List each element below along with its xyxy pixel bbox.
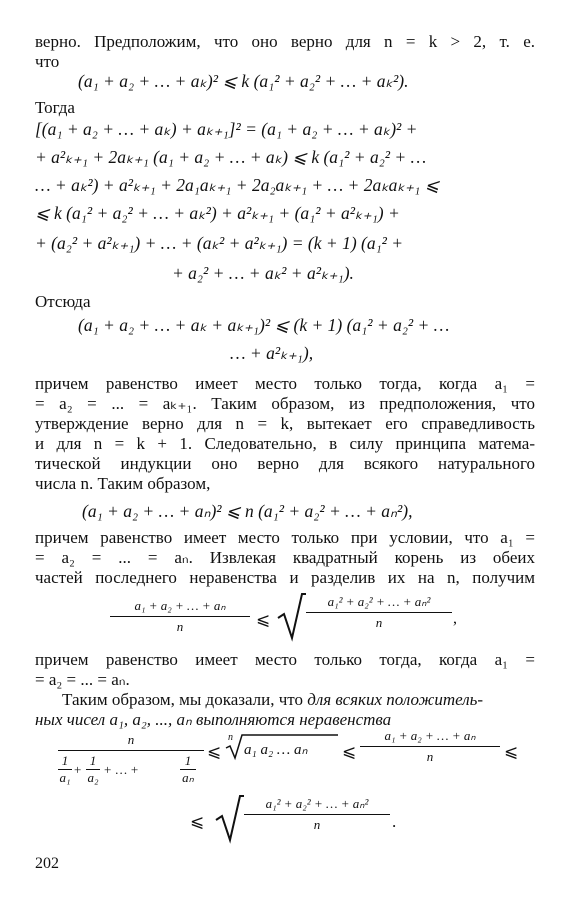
text-line: причем равенство имеет место только при условии, что a₁ = <box>35 528 535 547</box>
text-line: причем равенство имеет место только тогда, когда a₁ = <box>35 374 535 393</box>
sub-numerator: 1 <box>184 753 192 768</box>
text-line: = a₂ = ... = aₙ. Извлекая квадратный корень из обеих <box>35 548 535 567</box>
fraction-numerator: a₁² + a₂² + … + aₙ² <box>265 796 369 811</box>
formula-line: + (a₂² + a²ₖ₊₁) + … + (aₖ² + a²ₖ₊₁) = (k + 1) (a₁² + <box>35 233 404 253</box>
fraction-numerator: a₁ + a₂ + … + aₙ <box>134 598 226 613</box>
formula-line: [(a₁ + a₂ + … + aₖ) + aₖ₊₁]² = (a₁ + a₂ + … + aₖ)² + <box>35 119 418 139</box>
text-line: = a₂ = ... = aₖ₊₁. Таким образом, из предположения, что <box>35 394 535 413</box>
leq-sign: ⩽ <box>256 610 271 629</box>
fraction-bar <box>58 750 204 751</box>
text-line: что <box>35 52 60 71</box>
formula-line: + a₂² + … + aₖ² + a²ₖ₊₁). <box>172 263 354 283</box>
radical-sign-icon <box>276 592 306 642</box>
text-line: тической индукции оно верно для всякого натурального <box>35 454 535 473</box>
formula-line: ⩽ k (a₁² + a₂² + … + aₖ²) + a²ₖ₊₁ + (a₁² + a²ₖ₊₁) + <box>35 203 400 223</box>
root-index: n <box>228 732 233 743</box>
text-line: Отсюда <box>35 292 91 311</box>
text-line: Тогда <box>35 98 75 117</box>
sub-numerator: 1 <box>89 753 97 768</box>
period: . <box>392 812 397 831</box>
fraction-denominator <box>58 753 204 793</box>
fraction-quadratic-mean <box>244 796 390 833</box>
plus-sign: + <box>74 762 82 777</box>
text-line: верно. Предположим, что оно верно для n = k > 2, т. е. <box>35 32 535 51</box>
text-line: причем равенство имеет место только тогда, когда a₁ = <box>35 650 535 669</box>
formula-line: (a₁ + a₂ + … + aₖ + aₖ₊₁)² ⩽ (k + 1) (a₁² + a₂² + … <box>78 315 450 335</box>
radical-sign-icon <box>214 794 244 844</box>
ellipsis-sum: + … + <box>104 762 139 777</box>
leq-sign: ⩽ <box>207 742 222 761</box>
text-line: числа n. Таким образом, <box>35 474 211 493</box>
fraction-bar <box>244 814 390 815</box>
fraction-arithmetic-mean <box>360 728 500 765</box>
leq-sign: ⩽ <box>190 812 205 831</box>
text-line: частей последнего неравенства и разделив их на n, получим <box>35 568 535 587</box>
fraction-denominator: n <box>313 817 321 832</box>
formula-line: (a₁ + a₂ + … + aₖ)² ⩽ k (a₁² + a₂² + … + aₖ²). <box>78 71 409 91</box>
fraction-mean <box>110 598 250 635</box>
sub-denominator: aₙ <box>182 770 194 785</box>
leq-sign: ⩽ <box>504 742 519 761</box>
sub-denominator: a₂ <box>87 770 99 785</box>
sub-fraction <box>180 753 196 786</box>
harmonic-mean-fraction <box>58 732 204 793</box>
text-line: ных чисел a₁, a₂, ..., aₙ выполняются неравенства <box>35 710 392 729</box>
sub-fraction <box>86 753 100 786</box>
italic-text-span: для всяких положитель- <box>307 690 484 709</box>
text-span: Таким образом, мы доказали, что <box>62 690 303 709</box>
formula-line: + a²ₖ₊₁ + 2aₖ₊₁ (a₁ + a₂ + … + aₖ) ⩽ k (a₁² + a₂² + … <box>35 147 427 167</box>
geometric-mean-body: a₁ a₂ … aₙ <box>244 742 308 758</box>
text-line: утверждение верно для n = k, вытекает его справедливость <box>35 414 535 433</box>
sub-numerator: 1 <box>61 753 69 768</box>
fraction-bar <box>360 746 500 747</box>
fraction-denominator: n <box>375 615 383 630</box>
text-line <box>62 690 483 710</box>
fraction-bar <box>306 612 452 613</box>
fraction-numerator: a₁² + a₂² + … + aₙ² <box>327 594 431 609</box>
fraction-bar <box>110 616 250 617</box>
fraction-numerator: a₁ + a₂ + … + aₙ <box>384 728 476 743</box>
text-line: = a₂ = ... = aₙ. <box>35 670 130 689</box>
sub-denominator: a₁ <box>59 770 71 785</box>
formula-line: … + a²ₖ₊₁), <box>230 343 314 363</box>
text-line: и для n = k + 1. Следовательно, в силу принципа матема- <box>35 434 535 453</box>
formula-line: (a₁ + a₂ + … + aₙ)² ⩽ n (a₁² + a₂² + … + aₙ²), <box>82 501 413 521</box>
fraction-quadratic <box>306 594 452 631</box>
fraction-denominator: n <box>176 619 184 634</box>
formula-line: … + aₖ²) + a²ₖ₊₁ + 2a₁aₖ₊₁ + 2a₂aₖ₊₁ + … + 2aₖaₖ₊₁ ⩽ <box>35 175 440 195</box>
fraction-denominator: n <box>426 749 434 764</box>
comma: , <box>453 610 457 627</box>
sub-fraction <box>58 753 72 786</box>
page-number: 202 <box>35 855 59 872</box>
fraction-numerator: n <box>127 732 135 747</box>
leq-sign: ⩽ <box>342 742 357 761</box>
